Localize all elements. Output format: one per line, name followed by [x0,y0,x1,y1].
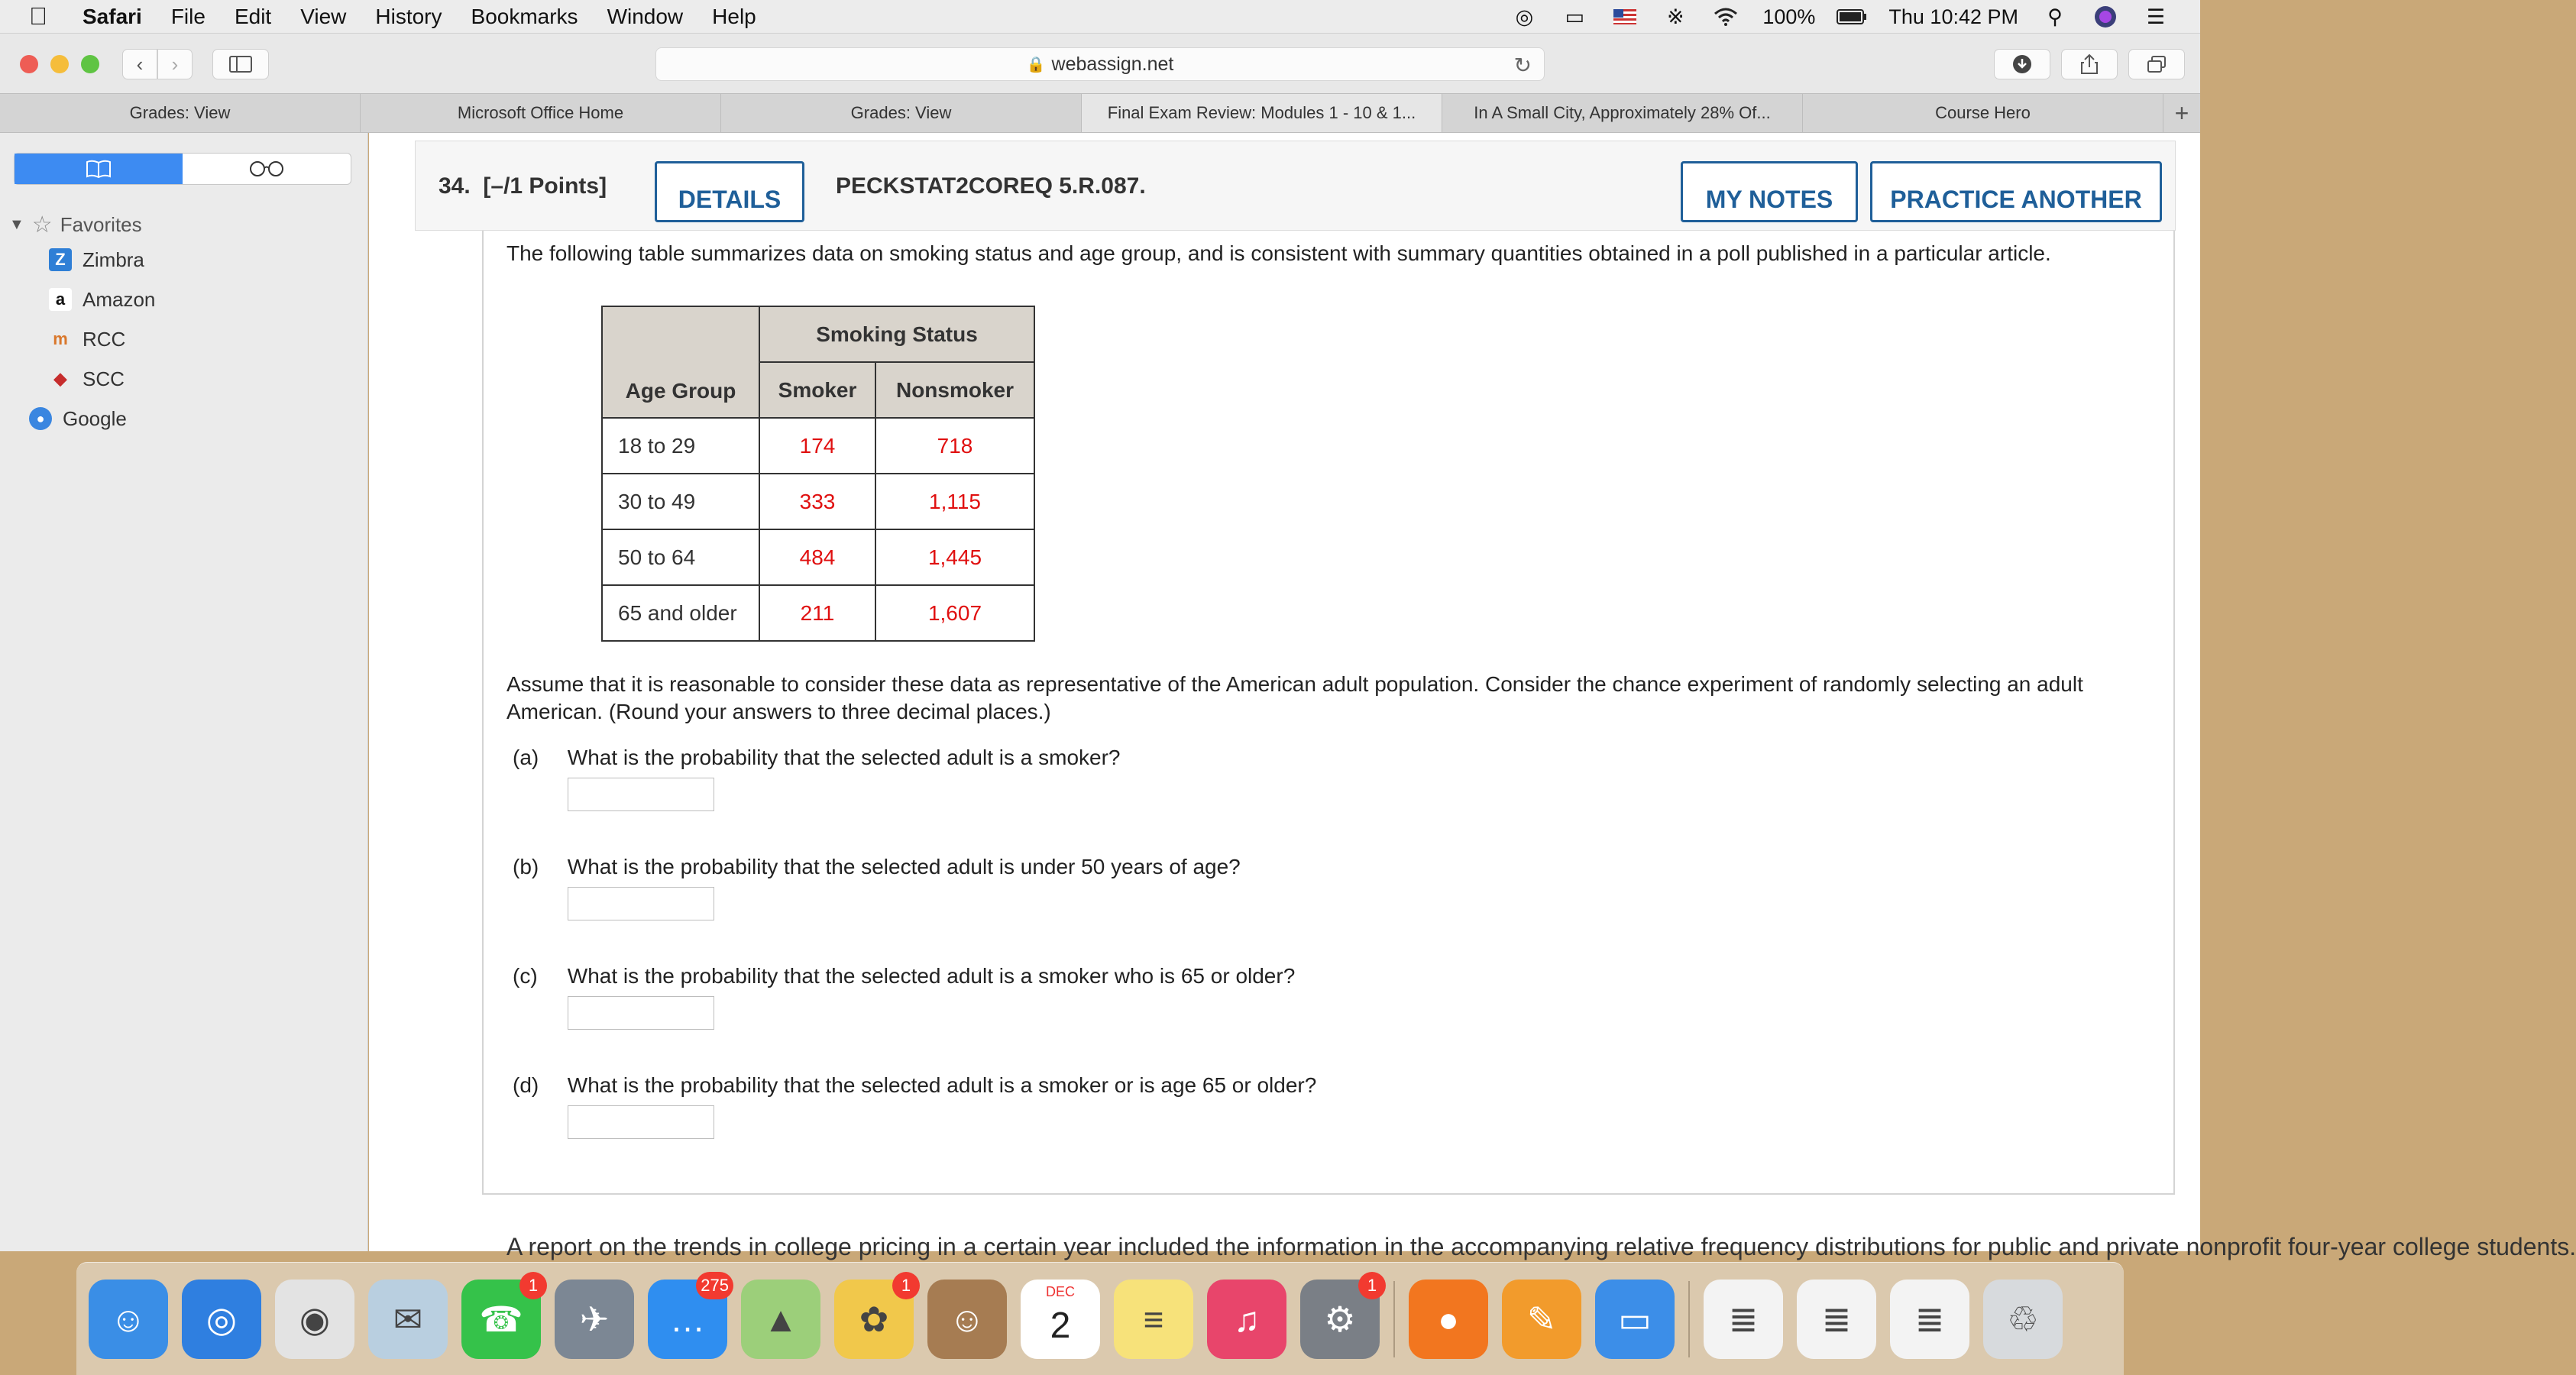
chrome-icon[interactable] [275,1280,354,1359]
sidebar-segmented-control [14,153,351,185]
favorite-rcc[interactable] [9,319,155,359]
menu-history[interactable]: History [375,4,442,28]
siri-icon[interactable] [2092,5,2119,28]
bluetooth-icon[interactable]: ※ [1667,5,1684,28]
table-cell-age: 30 to 49 [602,474,759,529]
apple-menu-icon[interactable] [29,2,60,31]
dock [76,1262,2124,1375]
favorite-label: Google [63,406,127,430]
trash-icon[interactable] [1983,1280,2063,1359]
question-code: PECKSTAT2COREQ 5.R.087. [836,173,1146,199]
disclosure-triangle-icon[interactable]: ▼ [9,215,24,233]
wifi-icon[interactable] [1712,5,1739,28]
glasses-icon [248,160,286,177]
favorites-label: Favorites [60,212,142,236]
rcc-icon: m [53,329,68,348]
dock-glyph: ✿ [859,1299,889,1339]
minimize-window-button[interactable] [50,55,69,73]
tab-grades-view-1[interactable]: Grades: View [0,94,361,132]
bookmarks-tab[interactable] [15,154,183,184]
close-window-button[interactable] [20,55,38,73]
dock-glyph: ◎ [205,1299,238,1339]
next-question-text: A report on the trends in college pricing in a certain year included the information in the accompanying relative frequency distributions for public and private nonprofit four-year college students. [506,1233,2576,1260]
question-part-c [513,964,1295,988]
favorite-scc[interactable] [9,359,155,399]
tab-microsoft-office[interactable]: Microsoft Office Home [361,94,721,132]
tab-final-exam-review[interactable]: Final Exam Review: Modules 1 - 10 & 1... [1082,94,1442,132]
menu-edit[interactable]: Edit [234,4,272,28]
back-button[interactable] [122,49,157,79]
dock-glyph: ▲ [763,1299,798,1339]
tab-bar [0,93,2200,133]
system-preferences-icon[interactable] [1300,1275,1380,1359]
answer-input-c[interactable] [568,996,714,1030]
lock-icon: 🔒 [1026,56,1046,73]
answer-input-b[interactable] [568,887,714,920]
dock-glyph: ● [1438,1299,1459,1339]
safari-icon[interactable] [182,1280,261,1359]
battery-percent: 100% [1762,5,1816,28]
favorite-label: RCC [83,327,126,351]
favorite-google[interactable] [9,399,155,438]
browser-toolbar [0,34,2200,93]
menu-bookmarks[interactable]: Bookmarks [471,4,578,28]
dock-glyph: ≡ [1143,1299,1164,1339]
menubar-clock[interactable]: Thu 10:42 PM [1888,5,2018,28]
table-cell-smoker: 174 [759,418,875,474]
dock-glyph: ✈ [579,1299,610,1339]
airplay-icon[interactable]: ▭ [1565,5,1585,28]
menu-view[interactable]: View [300,4,347,28]
part-text: What is the probability that the selected adult is a smoker who is 65 or older? [567,964,1296,988]
calendar-month: DEC [1045,1283,1075,1299]
document-thumbnail-icon[interactable] [1890,1280,1969,1359]
table-cell-age: 18 to 29 [602,418,759,474]
notification-badge: 1 [1358,1272,1386,1299]
table-header-smoking-status: Smoking Status [759,306,1034,362]
new-tab-button[interactable]: + [2174,99,2189,127]
answer-input-a[interactable] [568,778,714,811]
zimbra-icon: Z [49,248,72,271]
table-cell-smoker: 211 [759,585,875,641]
table-cell-nonsmoker: 1,115 [875,474,1034,529]
sidebar-icon [229,56,252,73]
dock-glyph: ☺ [949,1299,985,1339]
table-row [602,529,1034,585]
downloads-button[interactable] [1994,49,2050,79]
dock-glyph: … [670,1299,705,1339]
globe-icon: ● [29,407,52,430]
sidebar [0,133,368,1251]
pages-icon[interactable] [1502,1280,1581,1359]
answer-input-d[interactable] [568,1105,714,1139]
favorites-list [9,209,155,438]
question-intro: The following table summarizes data on smoking status and age group, and is consistent with summary quantities obtained in a poll published in a particular article. [506,241,2051,265]
dock-glyph: ✉ [393,1299,423,1339]
chevron-right-icon: › [171,52,179,76]
amazon-icon: a [49,288,72,311]
facetime-icon[interactable] [461,1275,541,1359]
question-part-b [513,855,1241,879]
table-cell-smoker: 333 [759,474,875,529]
part-text: What is the probability that the selected adult is under 50 years of age? [567,855,1241,878]
menu-file[interactable]: File [170,4,205,28]
table-header-nonsmoker: Nonsmoker [875,362,1034,418]
launchpad-icon[interactable] [555,1280,634,1359]
favorite-label: Amazon [83,287,156,311]
question-body [482,231,2175,1195]
tab-overview-button[interactable] [2128,49,2185,79]
battery-icon[interactable] [1838,5,1866,28]
question-part-a [513,746,1121,770]
table-row [602,418,1034,474]
document-thumbnail-icon[interactable] [1797,1280,1876,1359]
notification-badge: 275 [696,1272,733,1299]
keynote-icon[interactable] [1595,1280,1675,1359]
tab-course-hero[interactable]: Course Hero [1803,94,2163,132]
smoking-data-table [601,306,1035,642]
table-header-age-group: Age Group [602,306,759,418]
table-header-smoker: Smoker [759,362,875,418]
scc-icon: ◆ [53,369,67,388]
dock-glyph: ≣ [1728,1299,1759,1339]
table-cell-nonsmoker: 1,607 [875,585,1034,641]
messages-icon[interactable] [648,1275,729,1359]
dock-glyph: ☎ [479,1299,523,1339]
dock-glyph: ☺ [110,1299,147,1339]
spotlight-search-icon[interactable]: ⚲ [2047,5,2063,28]
notification-badge: 1 [892,1272,920,1299]
book-icon [86,160,112,178]
dock-glyph: ⚙ [1324,1299,1356,1339]
page-content [369,133,2576,1260]
maps-icon[interactable] [741,1280,820,1359]
reading-list-tab[interactable] [183,154,351,184]
forward-button[interactable] [157,49,193,79]
input-source-flag-icon[interactable] [1611,5,1639,28]
dock-glyph: ≣ [1821,1299,1852,1339]
question-header [415,141,2176,231]
mail-icon[interactable] [368,1280,448,1359]
tab-grades-view-2[interactable]: Grades: View [721,94,1082,132]
favorites-header[interactable] [9,209,155,240]
part-label: (d) [513,1073,539,1097]
part-label: (a) [513,746,539,769]
share-icon [2080,53,2099,75]
menu-window[interactable]: Window [607,4,684,28]
question-part-d [513,1073,1316,1098]
dock-glyph: ✎ [1526,1299,1557,1339]
dock-glyph: ▭ [1618,1299,1652,1339]
tab-small-city[interactable]: In A Small City, Approximately 28% Of... [1442,94,1803,132]
reload-icon[interactable]: ↻ [1513,53,1532,77]
table-cell-nonsmoker: 1,445 [875,529,1034,585]
document-thumbnail-icon[interactable] [1704,1280,1783,1359]
table-cell-smoker: 484 [759,529,875,585]
photos-icon[interactable] [834,1275,914,1359]
address-bar[interactable] [655,47,1545,81]
tab-overview-icon [2147,55,2167,73]
question-number [439,173,607,199]
my-notes-button[interactable]: MY NOTES [1681,161,1858,222]
table-cell-age: 50 to 64 [602,529,759,585]
favorite-label: SCC [83,367,125,390]
dock-separator [1393,1281,1395,1357]
chevron-left-icon: ‹ [136,52,144,76]
sidebar-toggle-button[interactable] [212,49,269,79]
share-button[interactable] [2061,49,2118,79]
menu-bar [0,0,2200,34]
calendar-icon[interactable] [1021,1280,1100,1359]
menu-app-name[interactable]: Safari [83,4,142,28]
question-points: [–/1 Points] [483,173,607,199]
star-icon: ☆ [31,212,53,238]
creative-cloud-icon[interactable]: ◎ [1515,5,1534,28]
favorite-amazon[interactable] [9,280,155,319]
part-label: (c) [513,964,538,988]
table-row [602,585,1034,641]
part-text: What is the probability that the selected adult is a smoker? [567,746,1121,769]
menu-help[interactable]: Help [712,4,756,28]
dock-separator [1688,1281,1690,1357]
notification-badge: 1 [519,1272,547,1299]
finder-icon[interactable] [89,1280,168,1359]
status-area [1510,0,2170,34]
firefox-icon[interactable] [1409,1280,1488,1359]
music-icon[interactable] [1207,1280,1286,1359]
calendar-day: 2 [1050,1305,1071,1346]
practice-another-button[interactable]: PRACTICE ANOTHER [1870,161,2162,222]
part-text: What is the probability that the selected adult is a smoker or is age 65 or older? [567,1073,1317,1097]
favorite-zimbra[interactable] [9,240,155,280]
zoom-window-button[interactable] [81,55,99,73]
notification-center-icon[interactable]: ☰ [2146,5,2166,28]
dock-glyph: ♫ [1233,1299,1260,1339]
contacts-icon[interactable] [927,1280,1007,1359]
table-cell-nonsmoker: 718 [875,418,1034,474]
table-cell-age: 65 and older [602,585,759,641]
favorite-label: Zimbra [83,247,144,271]
question-number-text: 34. [439,173,471,199]
question-assumption: Assume that it is reasonable to consider these data as representative of the American adult population. Consider the chance experiment of randomly selecting an adult American. (Round your answers to three decimal places.) [506,672,2083,723]
part-label: (b) [513,855,539,878]
dock-glyph: ≣ [1914,1299,1945,1339]
dock-glyph: ◉ [299,1299,331,1339]
notes-icon[interactable] [1114,1280,1193,1359]
details-button[interactable]: DETAILS [655,161,804,222]
table-row [602,474,1034,529]
dock-glyph: ♲ [2007,1299,2039,1339]
download-icon [2012,54,2032,74]
address-url: webassign.net [1051,53,1174,75]
